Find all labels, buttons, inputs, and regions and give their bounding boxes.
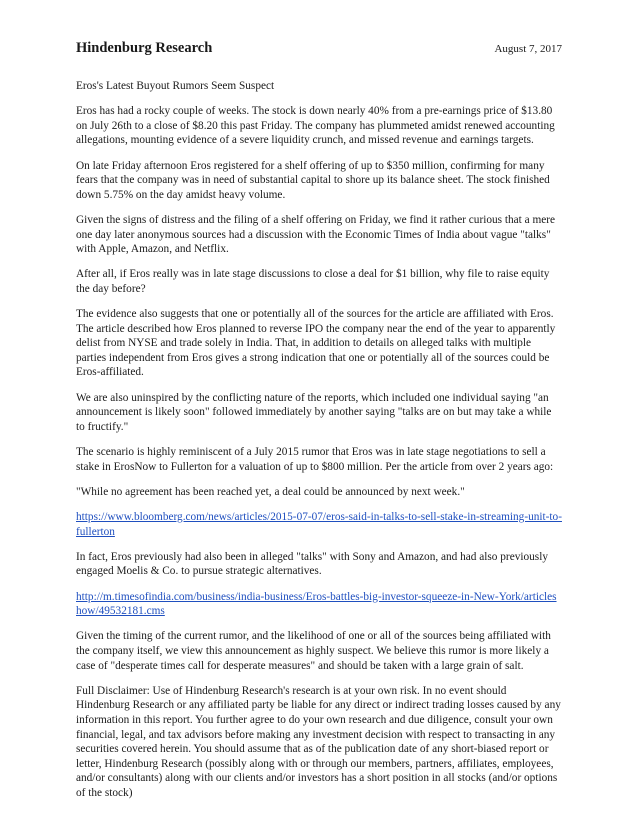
- bloomberg-link[interactable]: https://www.bloomberg.com/news/articles/2015-07-07/eros-said-in-talks-to-sell-stake-in-streaming-unit-to-fullerton: [76, 511, 562, 538]
- paragraph: On late Friday afternoon Eros registered for a shelf offering of up to $350 million, confirming for many fears that the company was in need of substantial capital to shore up its balance sheet. The stock finished down 5.75% on the day amidst heavy volume.: [76, 159, 550, 201]
- paragraph: The scenario is highly reminiscent of a July 2015 rumor that Eros was in late stage negotiations to sell a stake in ErosNow to Fullerton for a valuation of up to $800 million. Per the article from over 2 years ago:: [76, 446, 554, 473]
- paragraph: We are also uninspired by the conflicting nature of the reports, which included one individual saying "an announcement is likely soon" followed immediately by another saying "talks are on but may take a while to fructify.": [76, 391, 552, 433]
- document-body: [76, 79, 562, 800]
- brand-name: Hindenburg Research: [76, 40, 213, 56]
- paragraph: Given the signs of distress and the filing of a shelf offering on Friday, we find it rather curious that a mere one day later anonymous sources had a discussion with the Economic Times of India about vague "talks" with Apple, Amazon, and Netflix.: [76, 213, 556, 256]
- link-paragraph: [76, 510, 562, 539]
- paragraph: The evidence also suggests that one or potentially all of the sources for the article are affiliated with Eros. The article described how Eros planned to reverse IPO the company near the end of the year to apparently delist from NYSE and trade solely in India. That, in addition to details on alleged talks with multiple parties independent from Eros gives a strong indication that one or potentially all of the sources could be Eros-affiliated.: [76, 308, 556, 379]
- disclaimer-paragraph: Full Disclaimer: Use of Hindenburg Research's research is at your own risk. In no event should Hindenburg Research or any affiliated party be liable for any direct or indirect trading losses caused by any information in this report. You further agree to do your own research and due diligence, consult your own financial, legal, and tax advisors before making any investment decision with respect to transacting in any securities covered herein. You should assume that as of the publication date of any short-biased report or letter, Hindenburg Research (possibly along with or through our members, partners, affiliates, employees, and/or consultants) along with our clients and/or investors has a short position in all stocks (and/or options of the stock): [76, 684, 561, 799]
- paragraph: Eros has had a rocky couple of weeks. The stock is down nearly 40% from a pre-earnings price of $13.80 on July 26th to a close of $8.20 this past Friday. The company has plummeted amidst renewed accounting allegations, mounting evidence of a severe liquidity crunch, and missed revenue and earnings targets.: [76, 105, 555, 147]
- publication-date: August 7, 2017: [494, 43, 562, 55]
- paragraph: After all, if Eros really was in late stage discussions to close a deal for $1 billion, why file to raise equity the day before?: [76, 268, 550, 295]
- document-title: Eros's Latest Buyout Rumors Seem Suspect: [76, 80, 275, 92]
- link-paragraph: [76, 590, 562, 619]
- page-header: [76, 40, 562, 57]
- paragraph: Given the timing of the current rumor, and the likelihood of one or all of the sources being affiliated with the company itself, we view this announcement as highly suspect. We believe this rumor is more likely a case of "desperate times call for desperate measures" and should be taken with a large grain of salt.: [76, 630, 551, 672]
- paragraph: In fact, Eros previously had also been in alleged "talks" with Sony and Amazon, and had also previously engaged Moelis & Co. to pursue strategic alternatives.: [76, 550, 548, 578]
- quote-paragraph: "While no agreement has been reached yet, a deal could be announced by next week.": [76, 485, 465, 498]
- times-of-india-link[interactable]: http://m.timesofindia.com/business/india-business/Eros-battles-big-investor-squeeze-in-New-York/articleshow/49532181.cms: [76, 590, 557, 618]
